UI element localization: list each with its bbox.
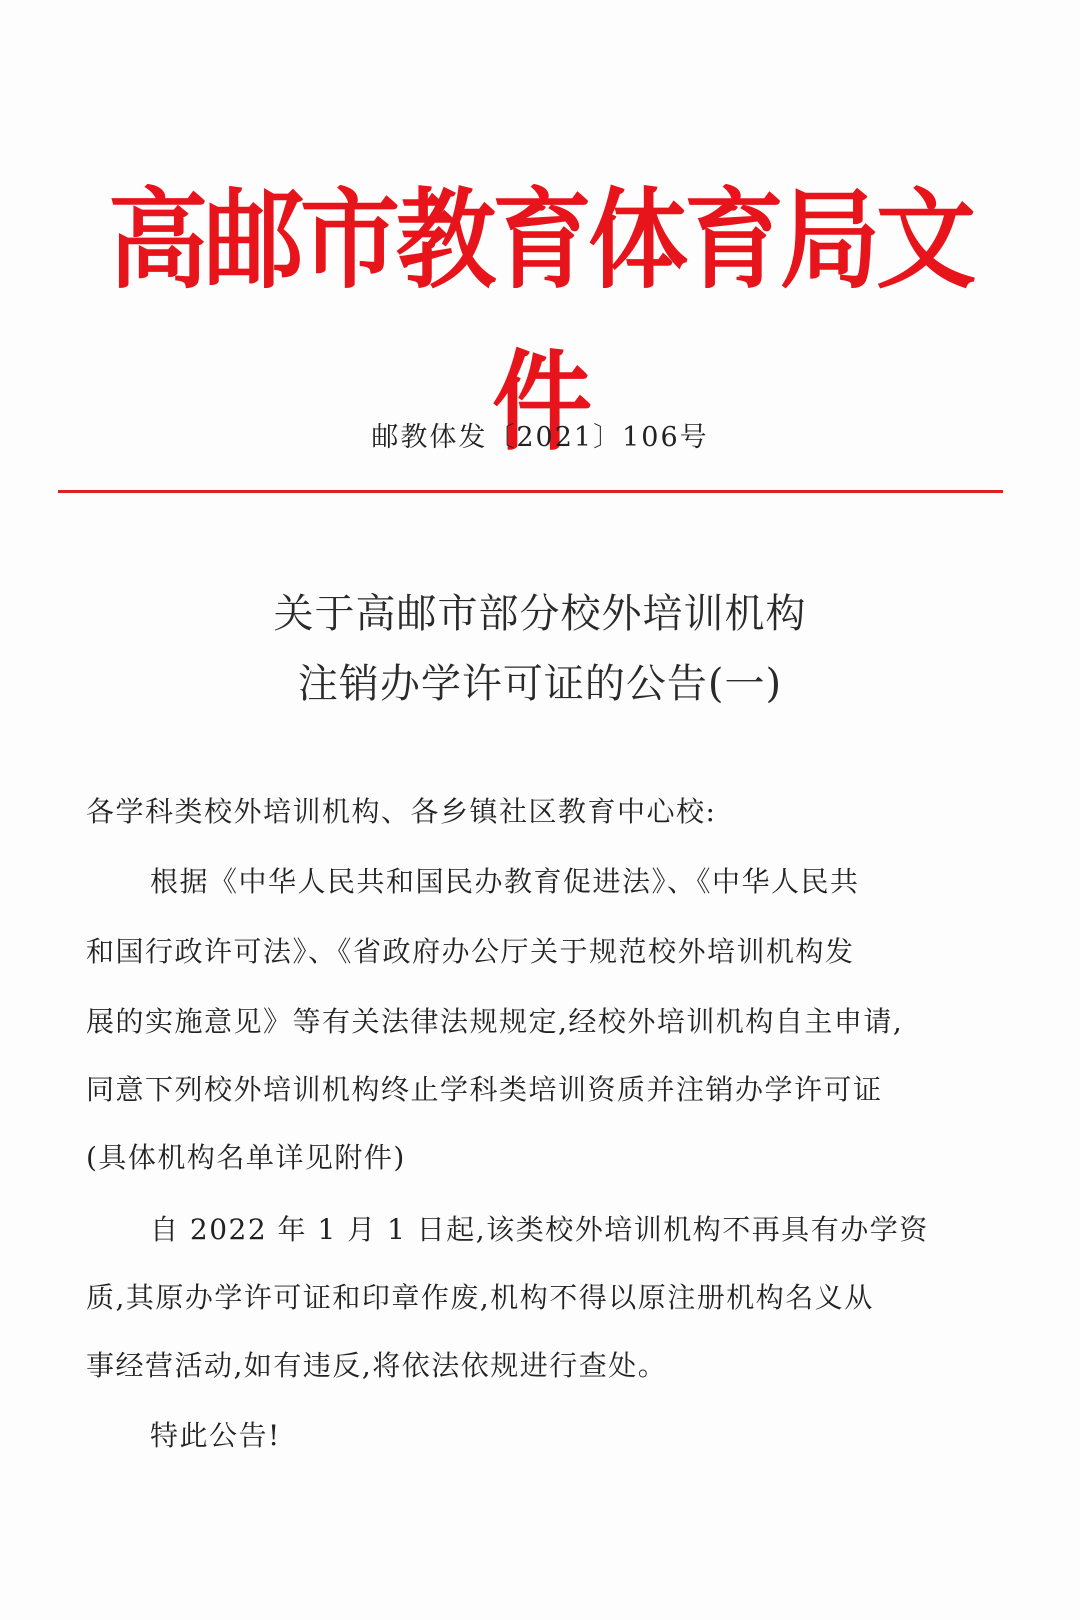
paragraph-1-line: 根据《中华人民共和国民办教育促进法》、《中华人民共 — [150, 865, 860, 898]
paragraph-2-line: 自 2022 年 1 月 1 日起,该类校外培训机构不再具有办学资 — [150, 1213, 929, 1246]
notice-title-line-2: 注销办学许可证的公告(一) — [297, 661, 783, 707]
document-number: 邮教体发〔2021〕106号 — [371, 422, 709, 453]
paragraph-1-line: 和国行政许可法》、《省政府办公厅关于规范校外培训机构发 — [86, 935, 855, 968]
paragraph-1-line: 展的实施意见》等有关法律法规规定,经校外培训机构自主申请, — [86, 1005, 904, 1038]
paragraph-2-line: 质,其原办学许可证和印章作废,机构不得以原注册机构名义从 — [86, 1281, 874, 1314]
paragraph-1-line: (具体机构名单详见附件) — [86, 1141, 406, 1174]
paragraph-1-line: 同意下列校外培训机构终止学科类培训资质并注销办学许可证 — [86, 1073, 883, 1106]
paragraph-2-line: 事经营活动,如有违反,将依法依规进行查处。 — [86, 1349, 668, 1382]
red-divider-line — [58, 490, 1003, 493]
closing-statement: 特此公告! — [150, 1419, 281, 1452]
masthead-title: 高邮市教育体育局文件 — [108, 177, 972, 466]
salutation: 各学科类校外培训机构、各乡镇社区教育中心校: — [86, 795, 717, 828]
notice-title-line-1: 关于高邮市部分校外培训机构 — [273, 591, 807, 637]
